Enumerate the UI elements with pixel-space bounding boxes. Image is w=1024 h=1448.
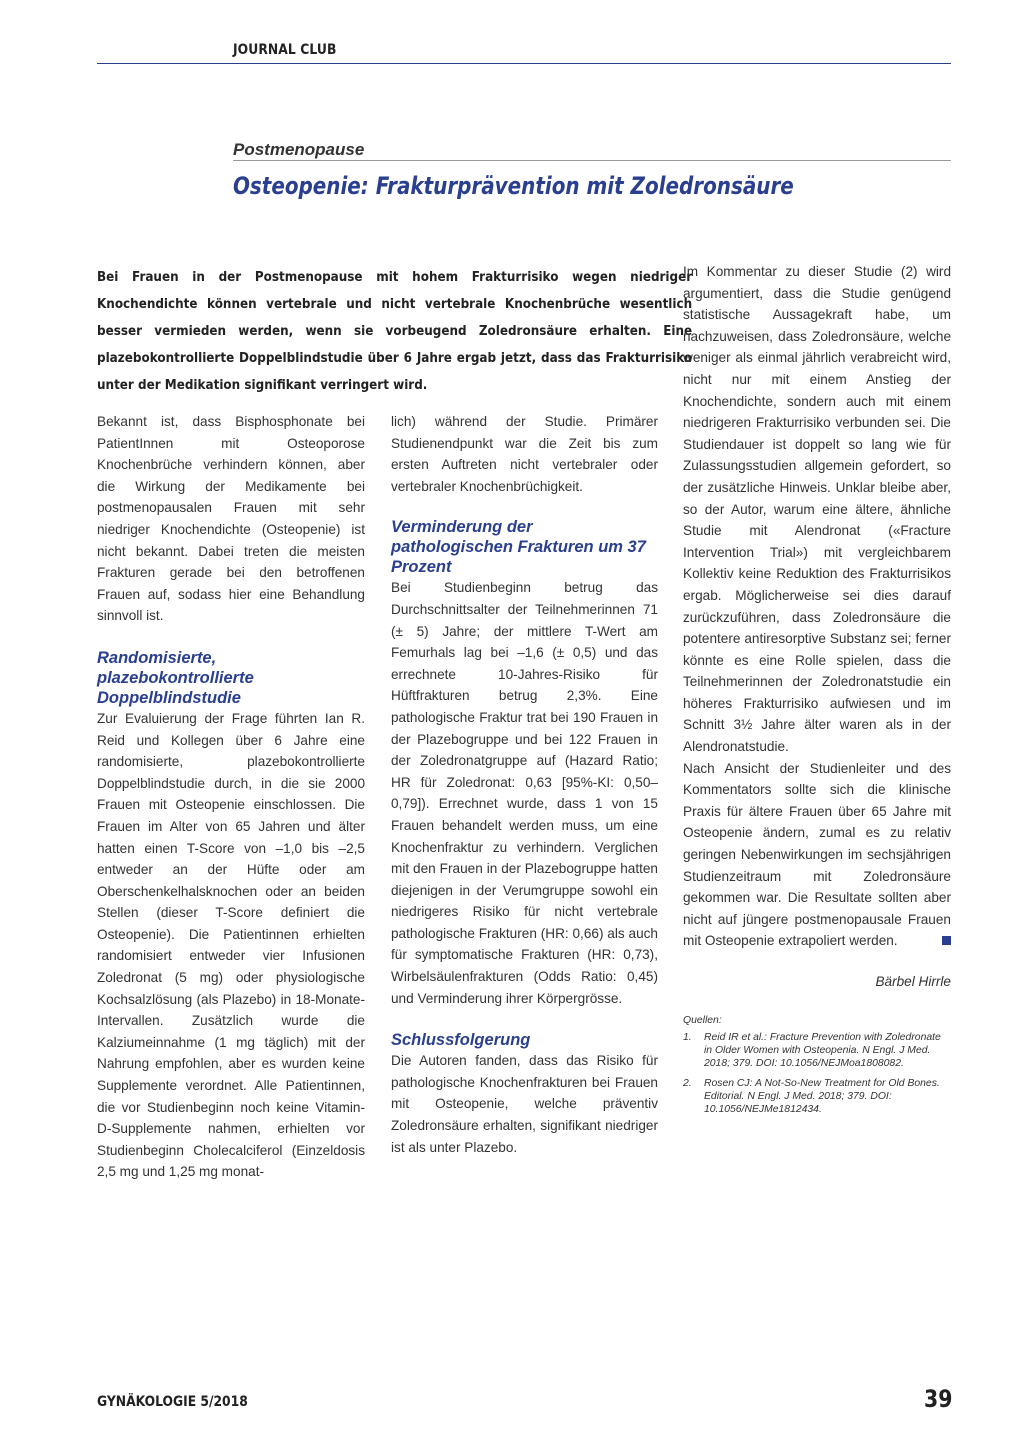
reference-text: Rosen CJ: A Not-So-New Treatment for Old Bones. Editorial. N Engl. J Med. 2018; 379. DOI: 10.1056/NEJMe1812434. — [704, 1077, 940, 1115]
reference-number: 2. — [683, 1077, 692, 1089]
reference-text: Reid IR et al.: Fracture Prevention with Zoledronate in Older Women with Osteopenia. N Engl. J Med. 2018; 379. DOI: 10.1056/NEJMoa1808082. — [704, 1031, 941, 1069]
reference-number: 1. — [683, 1031, 692, 1043]
reference-item — [683, 1077, 951, 1116]
article-kicker: Postmenopause — [233, 140, 365, 159]
footer-journal: GYNÄKOLOGIE 5/2018 — [97, 1394, 248, 1410]
article-title: Osteopenie: Frakturprävention mit Zoledronsäure — [233, 172, 794, 200]
sources-title: Quellen: — [683, 1014, 722, 1026]
reference-item — [683, 1031, 951, 1070]
intro-paragraph: Bekannt ist, dass Bisphosphonate bei PatientInnen mit Osteoporose Knochenbrüche verhindern können, aber die Wirkung der Medikamente bei postmenopausalen Frauen mit sehr niedriger Knochendichte (Osteopenie) ist nicht bekannt. Dabei treten die meisten Frakturen gerade bei den betroffenen Frauen auf, sodass hier eine Behandlung sinnvoll ist. — [97, 414, 365, 624]
column-2 — [391, 411, 658, 1158]
endpoint-paragraph: lich) während der Studie. Primärer Studienendpunkt war die Zeit bis zum ersten Auftreten nicht vertebraler oder vertebraler Knochenbrüchigkeit. — [391, 414, 658, 494]
conclusion-paragraph: Die Autoren fanden, dass das Risiko für pathologische Knochenfrakturen bei Frauen mit Osteopenie, welche präventiv Zoledronsäure erhalten, signifikant niedriger ist als unter Plazebo. — [391, 1053, 658, 1155]
header-rule — [97, 63, 951, 64]
subheading-study: Randomisierte, plazebokontrollierte Doppelblindstudie — [97, 648, 254, 707]
subheading-conclusion: Schlussfolgerung — [391, 1031, 531, 1050]
lead-text: Bei Frauen in der Postmenopause mit hohem Frakturrisiko wegen niedriger Knochendichte können vertebrale und nicht vertebrale Knochenbrüche wesentlich besser vermieden werden, wenn sie vorbeugend Zoledronsäure erhalten. Eine plazebokontrollierte Doppelblindstudie über 6 Jahre ergab jetzt, dass das Frakturrisiko unter der Medikation signifikant verringert wird. — [97, 270, 693, 393]
results-paragraph: Bei Studienbeginn betrug das Durchschnittsalter der Teilnehmerinnen 71 (± 5) Jahre; der mittlere T-Wert am Femurhals lag bei –1,6 (± 0,5) und das errechnete 10-Jahres-Risiko für Hüftfrakturen betrug 2,3%. Eine pathologische Fraktur trat bei 190 Frauen in der Plazebogruppe und bei 122 Frauen in der Zoledronatgruppe auf (Hazard Ratio; HR für Zoledronat: 0,63 [95%-KI: 0,50–0,79]). Errechnet wurde, dass 1 von 15 Frauen behandelt werden muss, um eine Knochenfraktur zu verhindern. Verglichen mit den Frauen in der Plazebogruppe hatten diejenigen in der Verumgruppe sowohl ein niedrigeres Risiko für nicht vertebrale pathologische Frakturen (HR: 0,66) als auch für symptomatische Frakturen (HR: 0,73), Wirbelsäulenfrakturen (Odds Ratio: 0,45) und Verminderung ihrer Körpergrösse. — [391, 580, 658, 1006]
outlook-text: Nach Ansicht der Studienleiter und des Kommentators sollte sich die klinische Praxis für ältere Frauen über 65 Jahre mit Osteopenie ändern, zumal es zu relativ geringen Nebenwirkungen im sechsjährigen Studienzeitraum mit Zoledronsäure gekommen war. Die Resultate sollten aber nicht auf jüngere postmenopausale Frauen mit Osteopenie extrapoliert werden. — [683, 760, 951, 949]
column-3 — [683, 261, 951, 1123]
article-lead — [97, 264, 692, 399]
author-name: Bärbel Hirrle — [875, 974, 951, 989]
page-number: 39 — [923, 1385, 952, 1413]
study-paragraph: Zur Evaluierung der Frage führten Ian R. Reid und Kollegen über 6 Jahre eine randomisierte, plazebokontrollierte Doppelblindstudie durch, in die sie 2000 Frauen mit Osteopenie einschlossen. Die Frauen im Alter von 65 Jahren und älter hatten einen T-Score von –1,0 bis –2,5 entweder an der Hüfte oder am Oberschenkelhalsknochen oder an beiden Stellen (dieser T-Score definiert die Osteopenie). Die Patientinnen erhielten randomisiert entweder vier Infusionen Zoledronat (5 mg) oder physiologische Kochsalzlösung (als Plazebo) in 18-Monate-Intervallen. Zusätzlich wurde die Kalziumeinnahme (1 mg täglich) mit der Nahrung empfohlen, aber es wurden keine Supplemente verordnet. Alle Patientinnen, die vor Studienbeginn noch keine Vitamin-D-Supplemente nahmen, erhielten vor Studienbeginn Cholecalciferol (Einzeldosis 2,5 mg und 1,25 mg monat- — [97, 710, 365, 1180]
sources — [683, 1014, 951, 1116]
end-mark — [942, 936, 951, 945]
column-1 — [97, 411, 365, 1183]
outlook-paragraph — [683, 758, 951, 952]
kicker-rule — [233, 160, 951, 161]
subheading-results: Verminderung der pathologischen Frakturen um 37 Prozent — [391, 518, 646, 577]
section-label: JOURNAL CLUB — [233, 42, 337, 58]
commentary-paragraph: Im Kommentar zu dieser Studie (2) wird argumentiert, dass die Studie genügend statistische Aussagekraft habe, um nachzuweisen, dass Zoledronsäure, welche weniger als einmal jährlich verabreicht wird, nicht nur mit einem Anstieg der Knochendichte, sondern auch mit einem niedrigeren Frakturrisiko verbunden sei. Die Studiendauer ist doppelt so lang wie für Zulassungsstudien allgemein gefordert, so der zusätzliche Hinweis. Unklar bleibe aber, so der Autor, warum eine ältere, ähnliche Studie mit Alendronat («Fracture Intervention Trial») mit vergleichbarem Kollektiv keine Reduktion des Frakturrisikos ergab. Möglicherweise sei dies darauf zurückzuführen, dass Zoledronsäure die potentere antiresorptive Substanz sei; ferner könnte es eine Rolle spielen, dass die Teilnehmerinnen der Zoledronatstudie ein höheres Frakturrisiko aufwiesen und im Schnitt 3½ Jahre älter waren als in der Alendronatstudie. — [683, 264, 951, 755]
